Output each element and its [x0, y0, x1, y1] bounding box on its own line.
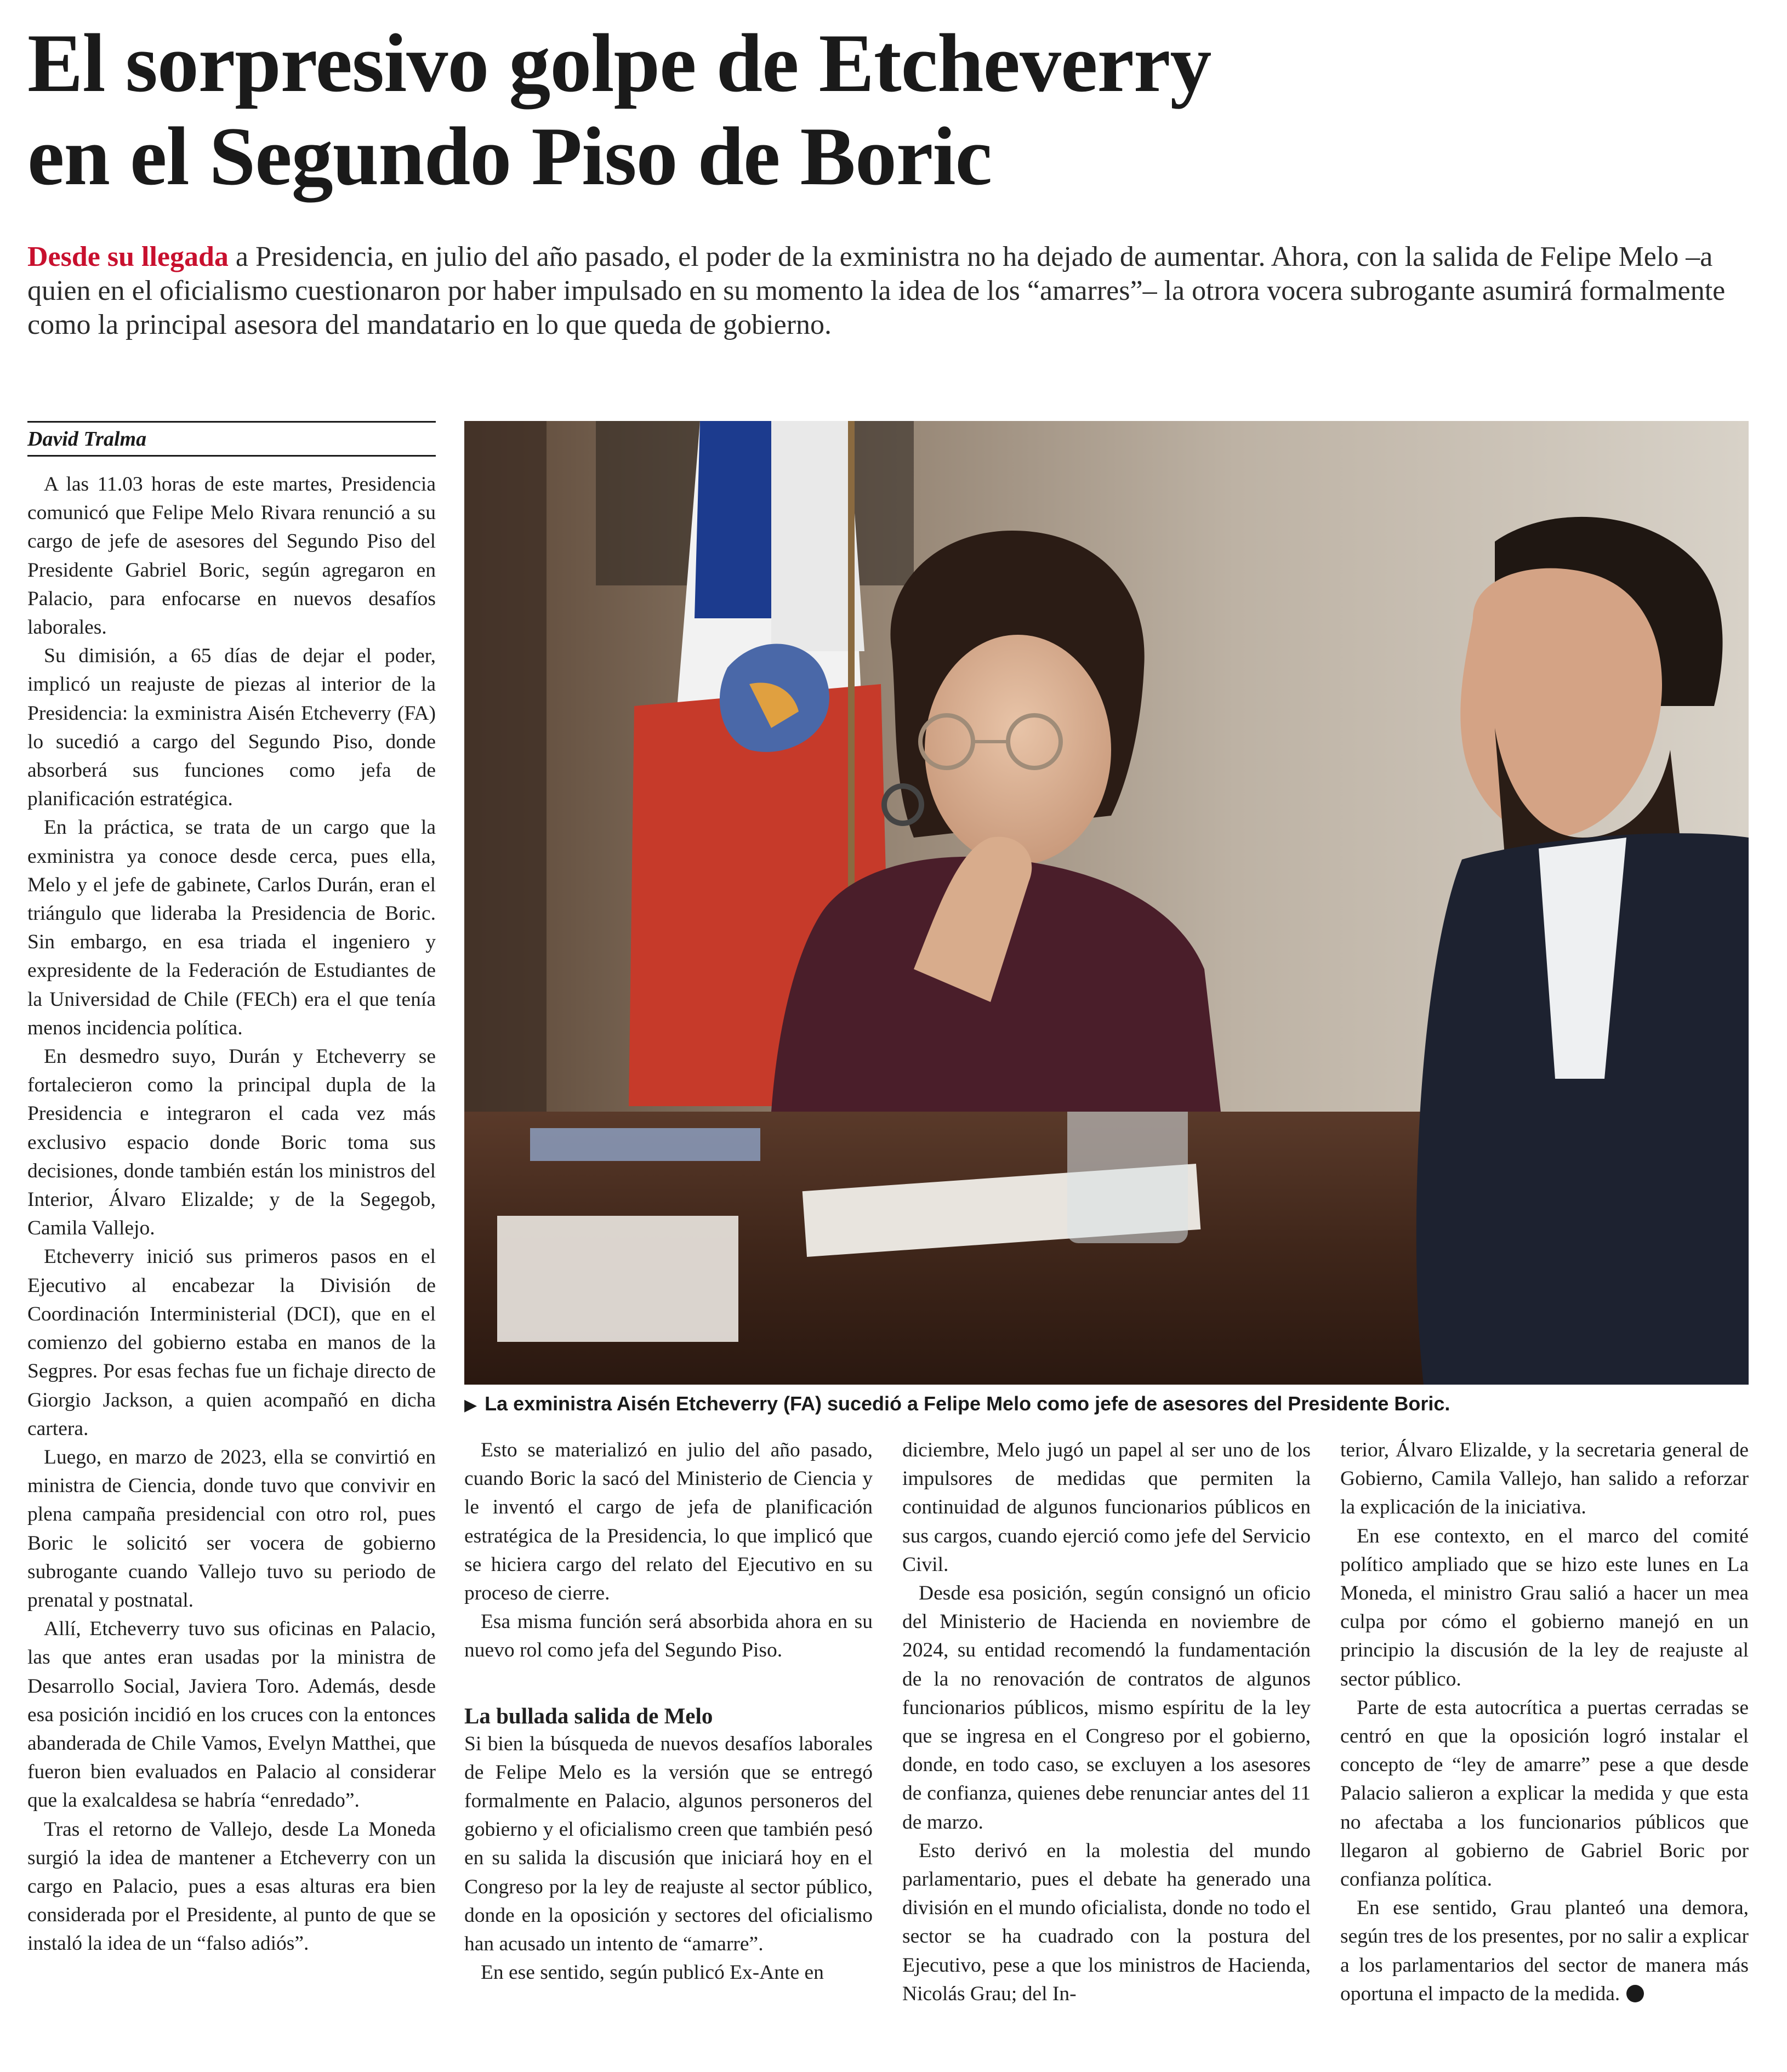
paragraph: Etcheverry inició sus primeros pasos en el Ejecutivo al encabezar la División de Coordinación Interministerial (DCI), que en el comienzo del gobierno estaba en manos de la Segpres. Por esas fechas fue un fichaje directo de Giorgio Jackson, a quien acompañó en dicha cartera. [27, 1245, 436, 1440]
paragraph: Su dimisión, a 65 días de dejar el poder, implicó un reajuste de piezas al interior de la Presidencia: la exministra Aisén Etcheverry (FA) lo sucedió a cargo del Segundo Piso, donde absorberá sus funciones como jefa de planificación estratégica. [27, 645, 436, 811]
paragraph: En desmedro suyo, Durán y Etcheverry se fortalecieron como la principal dupla de la Presidencia e integraron el cada vez más exclusivo espacio donde Boric toma sus decisiones, donde también están los ministros del Interior, Álvaro Elizalde; y de la Segegob, Camila Vallejo. [27, 1045, 436, 1240]
paragraph: diciembre, Melo jugó un papel al ser uno de los impulsores de medidas que permiten la continuidad de algunos funcionarios públicos en sus cargos, cuando ejerció como jefe del Servicio Civil. [902, 1439, 1311, 1576]
paragraph: Tras el retorno de Vallejo, desde La Moneda surgió la idea de mantener a Etcheverry con un cargo en Palacio, pues a esas alturas era bien considerada por el Presidente, al punto de que se instaló la idea de un “falso adiós”. [27, 1818, 436, 1955]
headline [27, 16, 1760, 203]
byline-top-rule [27, 421, 436, 423]
paragraph: Luego, en marzo de 2023, ella se convirtió en ministra de Ciencia, donde tuvo que convivir en plena campaña presidencial con otro rol, pues Boric le solicitó ser vocera de gobierno subrogante cuando Vallejo tuvo su periodo de prenatal y postnatal. [27, 1445, 436, 1612]
paragraph-final [1340, 1894, 1749, 2008]
byline-bottom-rule [27, 455, 436, 457]
column-4 [1340, 1436, 1749, 2008]
subhead: La bullada salida de Melo [464, 1703, 713, 1728]
caption-text: La exministra Aisén Etcheverry (FA) sucedió a Felipe Melo como jefe de asesores del Presidente Boric. [485, 1392, 1450, 1415]
headline-line-2: en el Segundo Piso de Boric [27, 110, 992, 202]
end-of-article-dot-icon [1626, 1985, 1644, 2002]
paragraph: Esto se materializó en julio del año pasado, cuando Boric la sacó del Ministerio de Ciencia y le inventó el cargo de jefa de planificación estratégica de la Presidencia, lo que implicó que se hiciera cargo del relato del Ejecutivo en su proceso de cierre. [464, 1439, 873, 1605]
paragraph: En la práctica, se trata de un cargo que la exministra ya conoce desde cerca, pues ella, Melo y el jefe de gabinete, Carlos Durán, eran el triángulo que lideraba la Presidencia de Boric. Sin embargo, en esa triada el ingeniero y expresidente de la Federación de Estudiantes de la Universidad de Chile (FECh) era el que tenía menos incidencia política. [27, 816, 436, 1039]
byline: David Tralma [27, 428, 147, 451]
paragraph: Parte de esta autocrítica a puertas cerradas se centró en que la oposición logró instalar el concepto de “ley de amarre” pese a que desde Palacio salieron a explicar la medida y que esta no afectaba a los funcionarios públicos que llegaron al gobierno de Gabriel Boric por confianza política. [1340, 1696, 1749, 1891]
paragraph: Esto derivó en la molestia del mundo parlamentario, pues el debate ha generado una división en el mundo oficialista, donde no todo el sector se ha cuadrado con la postura del Ejecutivo, pese a que los ministros de Hacienda, Nicolás Grau; del In- [902, 1839, 1311, 2005]
paragraph: En ese contexto, en el marco del comité político ampliado que se hizo este lunes en La Moneda, el ministro Grau salió a hacer un mea culpa por cómo el gobierno manejó en un principio la discusión de la ley de reajuste al sector público. [1340, 1524, 1749, 1690]
caption-triangle-icon: ▶ [464, 1396, 477, 1414]
column-1 [27, 470, 436, 1959]
paragraph: Desde esa posición, según consignó un oficio del Ministerio de Hacienda en noviembre de 2024, su entidad recomendó la fundamentación de la no renovación de contratos de algunos funcionarios públicos, mismo espíritu de la ley que se ingresa en el Congreso por el gobierno, donde, en todo caso, se excluyen a los asesores de confianza, quienes debe renunciar antes del 11 de marzo. [902, 1582, 1311, 1834]
headline-line-1: El sorpresivo golpe de Etcheverry [27, 17, 1211, 109]
lede-kicker: Desde su llegada [27, 241, 229, 272]
column-2 [464, 1436, 873, 1987]
paragraph: terior, Álvaro Elizalde, y la secretaria general de Gobierno, Camila Vallejo, han salido a reforzar la explicación de la iniciativa. [1340, 1439, 1749, 1519]
paragraph: Si bien la búsqueda de nuevos desafíos laborales de Felipe Melo es la versión que se entregó formalmente en Palacio, algunos personeros del gobierno y el oficialismo creen que también pesó en su salida la discusión que iniciará hoy en el Congreso por la ley de reajuste al sector público, donde en la oposición y sectores del oficialismo han acusado un intento de “amarre”. [464, 1732, 873, 1956]
lede-text: a Presidencia, en julio del año pasado, el poder de la exministra no ha dejado de aumentar. Ahora, con la salida de Felipe Melo –a quien en el oficialismo cuestionaron por haber impulsado en su momento la idea de los “amarres”– la otrora vocera subrogante asumirá formalmente como la principal asesora del mandatario en lo que queda de gobierno. [27, 241, 1726, 340]
article-photo [464, 421, 1749, 1385]
paragraph: En ese sentido, según publicó Ex-Ante en [481, 1961, 824, 1984]
paragraph: Allí, Etcheverry tuvo sus oficinas en Palacio, las que antes eran usadas por la ministra de Desarrollo Social, Javiera Toro. Además, desde esa posición incidió en los cruces con la entonces abanderada de Chile Vamos, Evelyn Matthei, que fueron bien evaluados en Palacio al considerar que la exalcaldesa se habría “enredado”. [27, 1618, 436, 1812]
column-3 [902, 1436, 1311, 2008]
photo-illustration [464, 421, 1749, 1385]
lede [27, 240, 1749, 342]
photo-caption [464, 1391, 1749, 1418]
final-paragraph-text: En ese sentido, Grau planteó una demora, según tres de los presentes, por no salir a explicar a los parlamentarios del sector de manera más oportuna el impacto de la medida. [1340, 1897, 1749, 2005]
paragraph: A las 11.03 horas de este martes, Presidencia comunicó que Felipe Melo Rivara renunció a su cargo de jefe de asesores del Segundo Piso del Presidente Gabriel Boric, según agregaron en Palacio, para enfocarse en nuevos desafíos laborales. [27, 473, 436, 639]
paragraph: Esa misma función será absorbida ahora en su nuevo rol como jefa del Segundo Piso. [464, 1610, 873, 1662]
